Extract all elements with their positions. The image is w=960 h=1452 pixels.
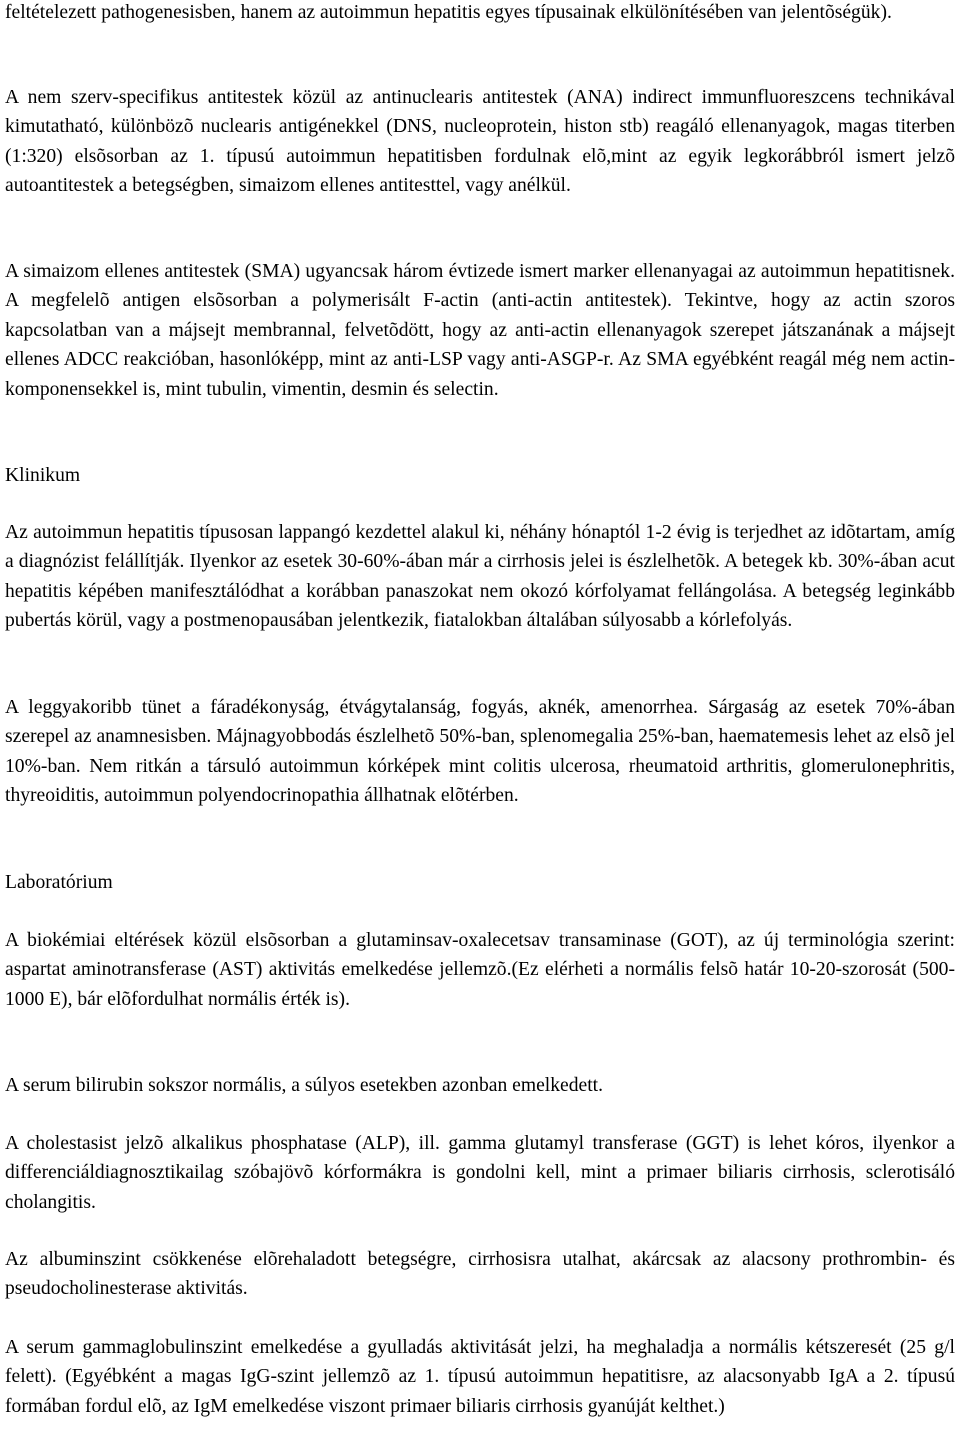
paragraph-lab-bilirubin: A serum bilirubin sokszor normális, a súlyos esetekben azonban emelkedett. <box>5 1075 604 1096</box>
paragraph-lab-cholestasis: A cholestasist jelzõ alkalikus phosphatase (ALP), ill. gamma glutamyl transferase (GGT) is lehet kóros, ilyenkor a differenciáldiagnosztikailag szóbajövõ kórformákra is gondolni kell, mint a primaer biliaris cirrhosis, sclerotisáló cholangitis. <box>5 1133 955 1213</box>
section-heading-klinikum: Klinikum <box>5 465 81 486</box>
paragraph-klinikum-onset: Az autoimmun hepatitis típusosan lappangó kezdettel alakul ki, néhány hónaptól 1-2 évig is terjedhet az idõtartam, amíg a diagnózist felállítják. Ilyenkor az esetek 30-60%-ában már a cirrhosis jelei is észlelhetõk. A betegek kb. 30%-ában acut hepatitis képében manifesztálódhat a korábban panaszokat nem okozó kórfolyamat fellángolása. A betegség leginkább pubertás körül, vagy a postmenopausában jelentkezik, fiatalokban általában súlyosabb a kórlefolyás. <box>5 522 955 632</box>
paragraph-klinikum-symptoms: A leggyakoribb tünet a fáradékonyság, étvágytalanság, fogyás, aknék, amenorrhea. Sárgaság az esetek 70%-ában szerepel az anamnesisben. Májnagyobbodás észlelhetõ 50%-ban, splenomegalia 25%-ban, haematemesis lehet az elsõ jel 10%-ban. Nem ritkán a társuló autoimmun kórképek mint colitis ulcerosa, rheumatoid arthritis, glomerulonephritis, thyreoiditis, autoimmun polyendocrinopathia állhatnak elõtérben. <box>5 697 955 807</box>
paragraph-lab-albumin: Az albuminszint csökkenése elõrehaladott betegségre, cirrhosisra utalhat, akárcsak az alacsony prothrombin- és pseudocholinesterase aktivitás. <box>5 1249 955 1300</box>
paragraph-lab-gammaglobulin: A serum gammaglobulinszint emelkedése a gyulladás aktivitását jelzi, ha meghaladja a normális kétszeresét (25 g/l felett). (Egyébként a magas IgG-szint jellemzõ az 1. típusú autoimmun hepatitisre, az alacsonyabb IgA a 2. típusú formában fordul elõ, az IgM emelkedése viszont primaer biliaris cirrhosis gyanúját kelthet.) <box>5 1337 955 1417</box>
paragraph-lab-transaminase: A biokémiai eltérések közül elsõsorban a glutaminsav-oxalecetsav transaminase (GOT), az új terminológia szerint: aspartat aminotransferase (AST) aktivitás emelkedése jellemzõ.(Ez elérheti a normális felsõ határ 10-20-szorosát (500-1000 E), bár elõfordulhat normális érték is). <box>5 930 955 1010</box>
paragraph-sma: A simaizom ellenes antitestek (SMA) ugyancsak három évtizede ismert marker ellenanyagai az autoimmun hepatitisnek. A megfelelõ antigen elsõsorban a polymerisált F-actin (anti-actin antitestek). Tekintve, hogy az actin szoros kapcsolatban van a májsejt membrannal, felvetõdött, hogy az anti-actin ellenanyagok szerepet játszanának a májsejt ellenes ADCC reakcióban, hasonlóképp, mint az anti-LSP vagy anti-ASGP-r. Az SMA egyébként reagál még nem actin-komponensekkel is, mint tubulin, vimentin, desmin és selectin. <box>5 261 955 400</box>
section-heading-laboratorium: Laboratórium <box>5 872 113 893</box>
paragraph-continuation: feltételezett pathogenesisben, hanem az autoimmun hepatitis egyes típusainak elkülönítésében van jelentõségük). <box>5 2 892 23</box>
paragraph-ana: A nem szerv-specifikus antitestek közül az antinuclearis antitestek (ANA) indirect immunfluoreszcens technikával kimutatható, különbözõ nuclearis antigénekkel (DNS, nucleoprotein, histon stb) reagáló ellenanyagok, magas titerben (1:320) elsõsorban az 1. típusú autoimmun hepatitisben fordulnak elõ,mint az egyik legkorábbról ismert jelzõ autoantitestek a betegségben, simaizom ellenes antitesttel, vagy anélkül. <box>5 87 955 197</box>
